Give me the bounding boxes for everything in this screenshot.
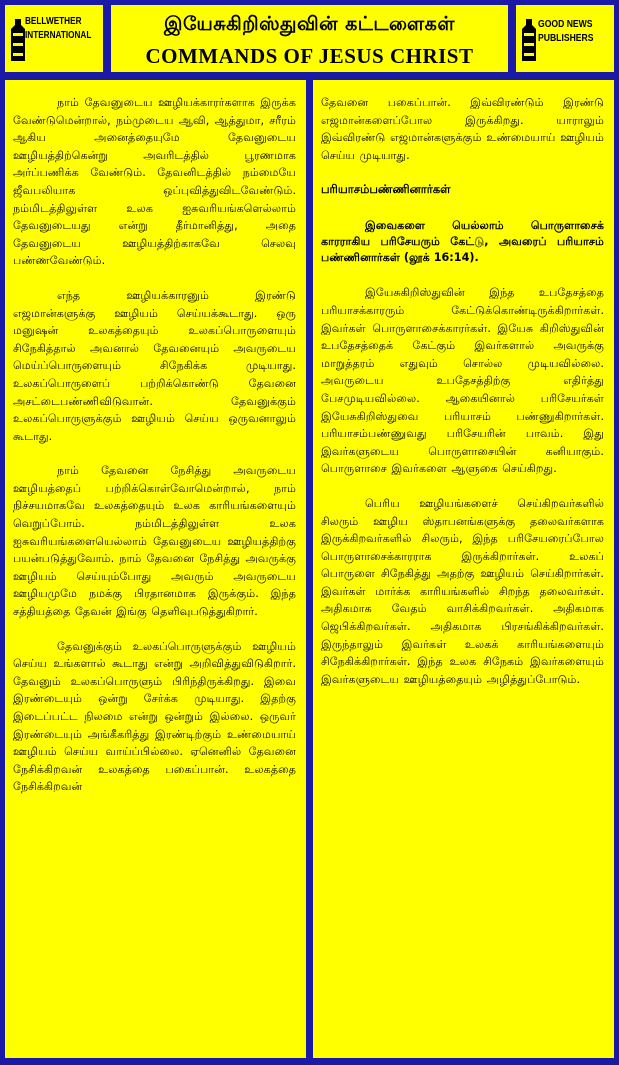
paragraph: நாம் தேவனை நேசித்து அவருடைய ஊழியத்தைப் பற்றிக்கொள்வோமென்றால், நாம் நிச்சயமாகவே உலகத்தையும் உலக காரியங்களையும் வெறுப்போம். நம்மிடத்திலுள்ள உலக ஐசுவரியங்களையெல்லாம் தேவனுடைய ஊழியத்திற்கு பயன்படுத்துவோம். நாம் தேவனை நேசித்து அவருக்கு ஊழியம் செய்யும்போது அவரும் அவருடைய ஊழியமுமே நமக்கு பிரதானமாக இருக்கும். இந்த சத்தியத்தை தேவன் இங்கு தெளிவுபடுத்துகிறார். (13, 464, 296, 619)
title-banner (109, 3, 510, 74)
paragraph-continuation: தேவனை பகைப்பான். இவ்விரண்டும் இரண்டு எஜமான்களைப்போல இருக்கிறது. யாராலும் இவ்விரண்டு எஜமான்களுக்கும் உண்மையாய் ஊழியம் செய்ய முடியாது. (321, 96, 604, 162)
bellwether-logo-text: BELLWETHER INTERNATIONAL (25, 16, 92, 41)
paragraph: நாம் தேவனுடைய ஊழியக்காரர்களாக இருக்க வேண்டுமென்றால், நம்முடைய ஆவி, ஆத்துமா, சரீரம் ஆகிய அனைத்தையுமே தேவனுடைய ஊழியத்திற்கென்று அவரிடத்தில் பூரணமாக அர்ப்பணிக்க வேண்டும். தேவனிடத்தில் நம்மையே ஜீவபலியாக ஒப்புவித்துவிடவேண்டும். நம்மிடத்திலுள்ள உலக ஐசுவரியங்களெல்லாம் தேவனுடையது என்று தீர்மானித்து, அதை தேவனுடைய ஊழியத்திற்காகவே செலவு பண்ணவேண்டும். (13, 96, 296, 268)
paragraph: எந்த ஊழியக்காரனும் இரண்டு எஜமான்களுக்கு ஊழியம் செய்யக்கூடாது. ஒரு மனுஷன் உலகத்தையும் உலகப்பொருளையும் சிநேகித்தால் அவனால் தேவனையும் அவருடைய மெய்ப்பொருளையும் சிநேகிக்க முடியாது. உலகப்பொருளைப் பற்றிக்கொண்டு தேவனை அசட்டைபண்ணிவிடுவான். தேவனுக்கும் உலகப்பொருளுக்கும் ஊழியம் செய்ய ஒருவனாலும் கூடாது. (13, 288, 296, 443)
page-title-english: COMMANDS OF JESUS CHRIST (145, 44, 474, 68)
section-heading: பரியாசம்பண்ணினார்கள் (321, 182, 451, 197)
paragraph: தேவனுக்கும் உலகப்பொருளுக்கும் ஊழியம் செய்ய உங்களால் கூடாது என்று அறிவித்துவிடுகிறார். தேவனும் உலகப்பொருளும் பிரிந்திருக்கிறது. இவை இரண்டையும் ஒன்று சேர்க்க முடியாது. இதற்கு இடைப்பட்ட நிலமை என்று ஒன்றும் இல்லை. ஒருவர் இரண்டையும் அங்கீகரித்து இரண்டிற்கும் உண்மையாய் ஊழியம் செய்ய வாய்ப்பில்லை. ஏனெனில் தேவனை நேசிக்கிறவன் உலகத்தை பகைப்பான். உலகத்தை நேசிக்கிறவன் (13, 639, 296, 794)
paragraph: பெரிய ஊழியங்களைச் செய்கிறவர்களில் சிலரும் ஊழிய ஸ்தாபனங்களுக்கு தலைவர்களாக இருக்கிறவர்களில் சிலரும், இந்த பரிசேயரைப்போல பொருளாசைக்காரராக இருக்கிறார்கள். உலகப் பொருளை சிநேகித்து அதற்கு ஊழியம் செய்கிறார்கள். இவர்கள் மார்க்க காரியங்களில் சிறந்த தலைவர்கள். அதிகமாக வேதம் வாசிக்கிறவர்கள். அதிகமாக ஜெபிக்கிறவர்கள். அதிகமாக பிரசங்கிக்கிறவர்கள். இருந்தாலும் இவர்கள் உலகக் காரியங்களையும் சிநேகிக்கிறார்கள். இந்த உலக சிநேகம் இவர்களையும் இவர்களுடைய ஊழியத்தையும் அழித்துப்போடும். (321, 496, 604, 686)
bellwether-logo (3, 3, 105, 74)
good-news-logo (514, 3, 616, 74)
paragraph: இயேசுகிறிஸ்துவின் இந்த உபதேசத்தை பரியாசக்காரரும் கேட்டுக்கொண்டிருக்கிறார்கள். இவர்கள் பொருளாசைக்காரர்கள். இயேசு கிறிஸ்துவின் உபதேசத்தைக் கேட்கும் இவர்களால் அவருக்கு மாறுத்தரம் எதுவும் சொல்ல முடியவில்லை. அவருடைய உபதேசத்திற்கு எதிர்த்து பேசமுடியவில்லை. ஆகையினால் பரிசேயர்கள் இயேசுகிறிஸ்துவை பரியாசம் பண்ணுகிறார்கள். பரியாசம்பண்ணுவது பரிசேயரின் பாவம். இது இவர்களுடைய பொருளாசையின் கனியாகும். பொருளாசை இவர்களை ஆளுகை செய்கிறது. (321, 286, 604, 476)
page-title-tamil: இயேசுகிறிஸ்துவின் கட்டளைகள் (164, 13, 455, 35)
scripture-quote: இவைகளை யெல்லாம் பொருளாசைக் காரராகிய பரிசேயரும் கேட்டு, அவரைப் பரியாசம் பண்ணினார்கள் (லூக் 16:14). (321, 219, 604, 265)
good-news-logo-text: GOOD NEWS PUBLISHERS (538, 18, 594, 44)
right-column (311, 78, 616, 1060)
left-column (3, 78, 308, 1060)
